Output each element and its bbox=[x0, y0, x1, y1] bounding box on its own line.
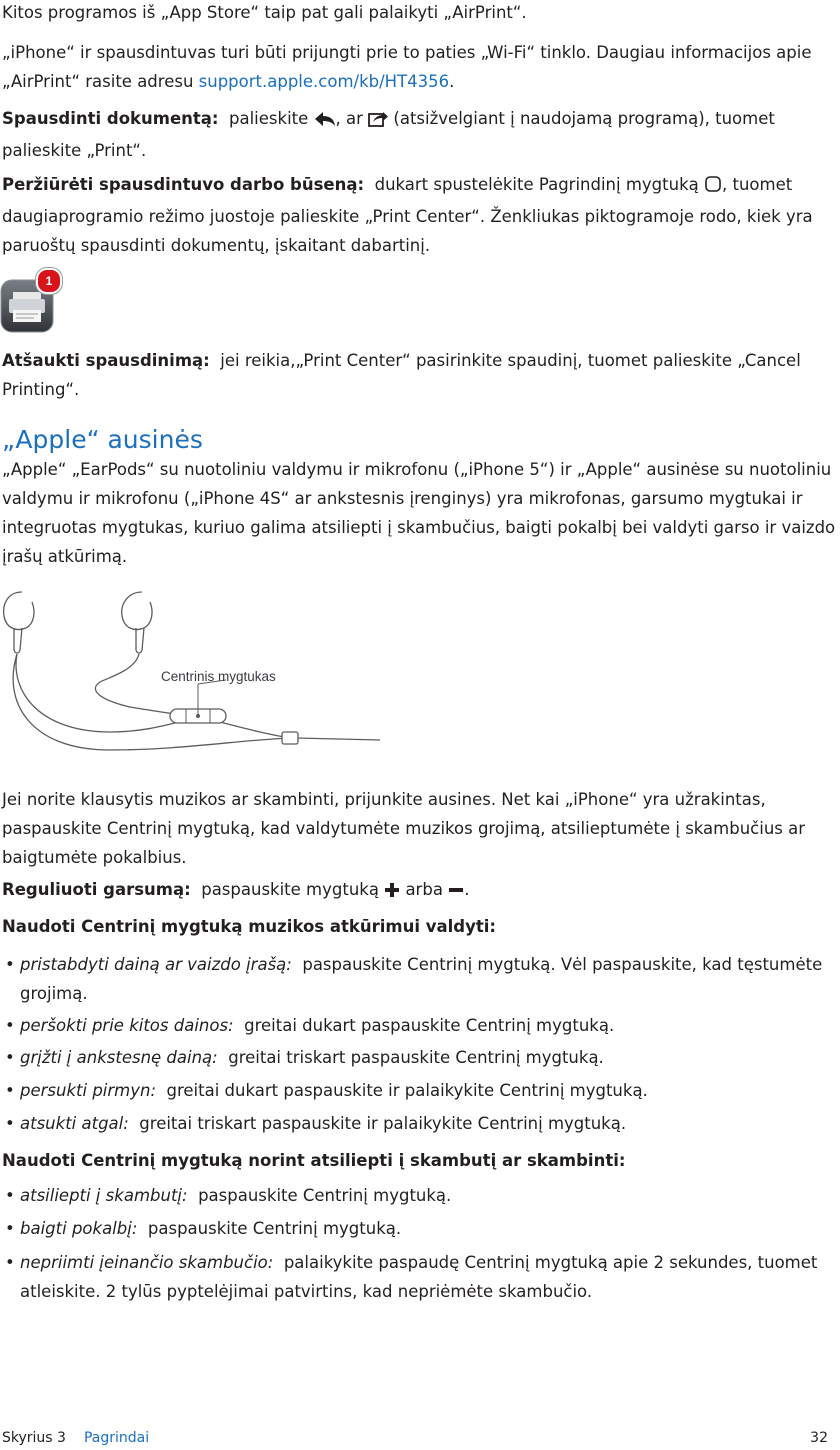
callout-label: Centrinis mygtukas bbox=[161, 669, 276, 684]
paragraph-other-apps: Kitos programos iš „App Store“ taip pat gali palaikyti „AirPrint“. bbox=[2, 3, 527, 22]
page-footer bbox=[2, 1428, 149, 1448]
list-item: • baigti pokalbį: paspauskite Centrinį mygtuką. bbox=[5, 1219, 402, 1238]
list-item: • atsiliepti į skambutį: paspauskite Centrinį mygtuką. bbox=[5, 1186, 452, 1205]
music-control-heading: Naudoti Centrinį mygtuką muzikos atkūrimui valdyti: bbox=[2, 917, 497, 936]
paragraph-airprint-requirements: „iPhone“ ir spausdintuvas turi būti prijungti prie to paties „Wi-Fi“ tinklo. Daugiau informacijos apie „AirPrint“ rasite adresu support.apple.com/kb/HT4356. bbox=[2, 43, 812, 91]
volume-label: Reguliuoti garsumą: bbox=[2, 880, 191, 899]
cancel-label: Atšaukti spausdinimą: bbox=[2, 351, 210, 370]
list-item: • persukti pirmyn: greitai dukart paspauskite ir palaikykite Centrinį mygtuką. bbox=[5, 1081, 648, 1100]
status-label: Peržiūrėti spausdintuvo darbo būseną: bbox=[2, 175, 365, 194]
list-item: • atsukti atgal: greitai triskart paspauskite ir palaikykite Centrinį mygtuką. bbox=[5, 1114, 627, 1133]
notification-badge: 1 bbox=[36, 268, 62, 294]
list-item: • peršokti prie kitos dainos: greitai dukart paspauskite Centrinį mygtuką. bbox=[5, 1016, 615, 1035]
page-number: 32 bbox=[810, 1430, 828, 1446]
list-item: • nepriimti įeinančio skambučio: palaikykite paspaudę Centrinį mygtuką apie 2 sekundes, tuomet atleiskite. 2 tylūs pyptelėjimai patvirtins, kad nepriėmėte skambučio. bbox=[5, 1253, 818, 1301]
plus-icon bbox=[384, 878, 400, 907]
list-item: • pristabdyti dainą ar vaizdo įrašą: paspauskite Centrinį mygtuką. Vėl paspauskite, kad tęstumėte grojimą. bbox=[5, 955, 823, 1003]
list-item: • grįžti į ankstesnę dainą: greitai triskart paspauskite Centrinį mygtuką. bbox=[5, 1048, 604, 1067]
paragraph-printer-status: Peržiūrėti spausdintuvo darbo būseną: dukart spustelėkite Pagrindinį mygtuką , tuomet daugiaprogramio režimo juostoje palieskite „Print Center“. Ženkliukas piktogramoje rodo, kiek yra paruoštų spausdinti dokumentų, įskaitant dabartinį. bbox=[2, 175, 813, 255]
paragraph-usage: Jei norite klausytis muzikos ar skambinti, prijunkite ausines. Net kai „iPhone“ yra užrakintas, paspauskite Centrinį mygtuką, kad valdytumėte muzikos grojimą, atsilieptumėte į skambučius ar baigtumėte pokalbius. bbox=[2, 790, 806, 867]
home-button-icon bbox=[704, 173, 722, 202]
footer-chapter-link[interactable]: Pagrindai bbox=[83, 1430, 150, 1446]
paragraph-volume: Reguliuoti garsumą: paspauskite mygtuką arba . bbox=[2, 875, 838, 907]
share-icon bbox=[368, 107, 388, 136]
calls-heading: Naudoti Centrinį mygtuką norint atsiliepti į skambutį ar skambinti: bbox=[2, 1151, 626, 1170]
support-link[interactable]: support.apple.com/kb/HT4356 bbox=[198, 72, 450, 91]
paragraph-cancel-printing: Atšaukti spausdinimą: jei reikia,„Print Center“ pasirinkite spaudinį, tuomet palieskite „Cancel Printing“. bbox=[2, 351, 801, 399]
section-heading: „Apple“ ausinės bbox=[2, 425, 203, 454]
minus-icon bbox=[448, 878, 464, 907]
reply-icon bbox=[314, 107, 336, 136]
print-label: Spausdinti dokumentą: bbox=[2, 109, 219, 128]
paragraph-headset-intro: „Apple“ „EarPods“ su nuotoliniu valdymu ir mikrofonu („iPhone 5“) ir „Apple“ ausinėse su nuotoliniu valdymu ir mikrofonu („iPhone 4S“ ar ankstesnis įrenginys) yra mikrofonas, garsumo mygtukai ir integruotas mygtukas, kuriuo galima atsiliepti į skambučius, baigti pokalbį bei valdyti garso ir vaizdo įrašų atkūrimą. bbox=[2, 460, 836, 566]
footer-section: Skyrius 3 bbox=[2, 1430, 66, 1446]
paragraph-print-document: Spausdinti dokumentą: palieskite , ar (atsižvelgiant į naudojamą programą), tuomet palieskite „Print“. bbox=[2, 109, 775, 160]
